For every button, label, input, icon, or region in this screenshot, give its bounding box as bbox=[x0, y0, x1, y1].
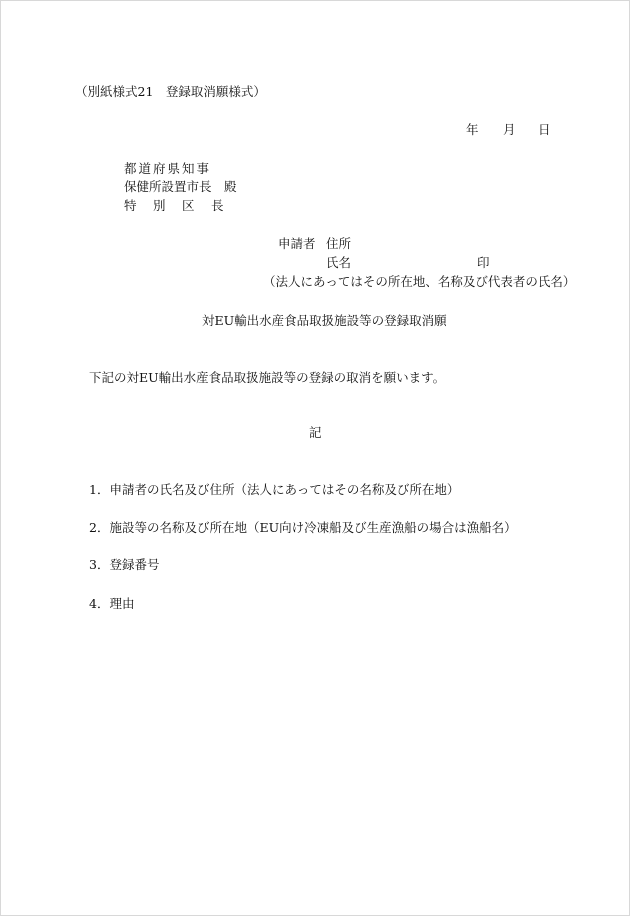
body-text: 下記の対EU輸出水産食品取扱施設等の登録の取消を願います。 bbox=[89, 370, 446, 385]
corporation-note: （法人にあってはその所在地、名称及び代表者の氏名） bbox=[263, 274, 576, 289]
list-item: 1．申請者の氏名及び住所（法人にあってはその名称及び所在地） bbox=[89, 482, 460, 497]
form-label: （別紙様式21 登録取消願様式） bbox=[75, 84, 266, 99]
address-label: 住所 bbox=[326, 236, 352, 251]
list-item: 3．登録番号 bbox=[89, 557, 160, 572]
addressee-governor: 都道府県知事 bbox=[124, 161, 212, 176]
addressee-ward-head: 特 別 区 長 bbox=[124, 198, 226, 213]
applicant-label: 申請者 bbox=[278, 236, 316, 251]
seal-mark: 印 bbox=[477, 255, 490, 270]
addressee-city-mayor: 保健所設置市長 殿 bbox=[124, 179, 237, 194]
ki-heading: 記 bbox=[309, 425, 322, 440]
document-title: 対EU輸出水産食品取扱施設等の登録取消願 bbox=[202, 313, 447, 328]
list-item: 4．理由 bbox=[89, 596, 135, 611]
date-day: 日 bbox=[538, 122, 551, 137]
name-label: 氏名 bbox=[326, 255, 352, 270]
date-month: 月 bbox=[503, 122, 516, 137]
date-year: 年 bbox=[466, 122, 479, 137]
list-item: 2．施設等の名称及び所在地（EU向け冷凍船及び生産漁船の場合は漁船名） bbox=[89, 520, 517, 535]
